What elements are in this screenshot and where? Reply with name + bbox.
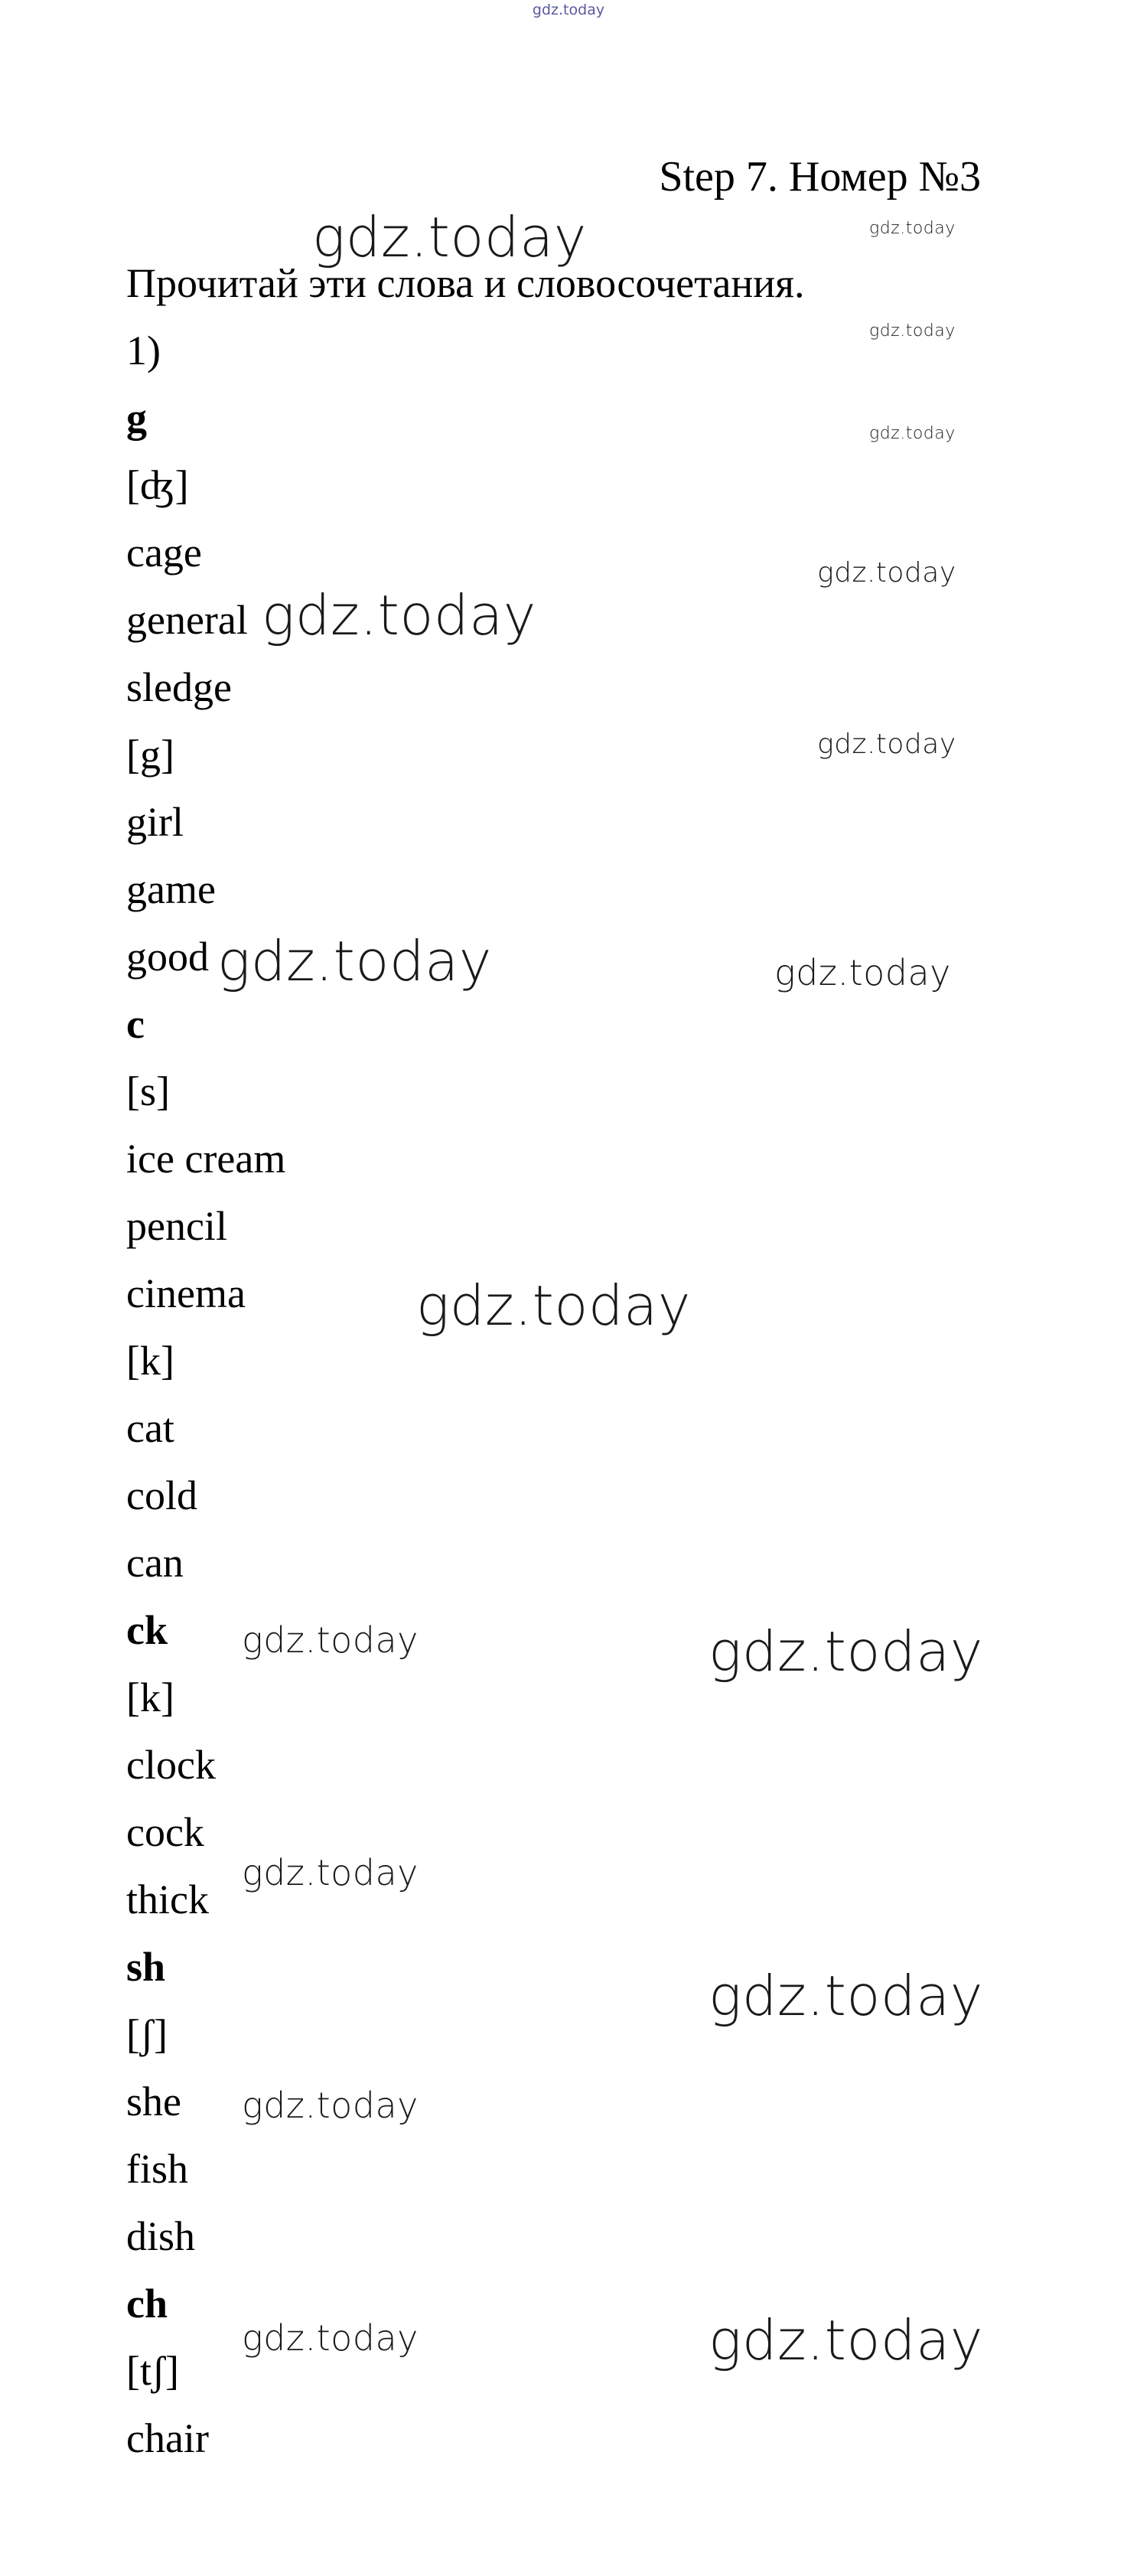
sound-transcription: [g] <box>126 732 174 778</box>
word-item: fish <box>126 2146 188 2192</box>
sound-transcription: [k] <box>126 1338 174 1384</box>
watermark: gdz.today <box>242 2317 419 2359</box>
watermark: gdz.today <box>312 205 587 269</box>
sound-transcription: [s] <box>126 1068 170 1114</box>
header-watermark: gdz.today <box>532 2 605 18</box>
word-item: chair <box>126 2415 209 2461</box>
watermark: gdz.today <box>416 1273 691 1338</box>
sound-transcription: [ʤ] <box>126 462 189 508</box>
page-title: Step 7. Номер №3 <box>659 153 981 201</box>
watermark: gdz.today <box>709 2308 983 2372</box>
word-item: cat <box>126 1405 174 1451</box>
word-item: cock <box>126 1809 204 1855</box>
letter-heading: ch <box>126 2281 168 2327</box>
word-item: thick <box>126 1877 209 1922</box>
instruction-line: Прочитай эти слова и словосочетания. <box>126 260 805 306</box>
word-item: dish <box>126 2213 196 2259</box>
watermark: gdz.today <box>869 219 956 238</box>
sound-transcription: [ʃ] <box>126 2011 168 2057</box>
watermark: gdz.today <box>242 2085 419 2126</box>
word-item: cinema <box>126 1270 246 1316</box>
watermark: gdz.today <box>242 1619 419 1661</box>
letter-heading: sh <box>126 1944 166 1990</box>
watermark: gdz.today <box>817 557 956 589</box>
word-item: cold <box>126 1472 197 1518</box>
word-item: girl <box>126 799 184 845</box>
word-item: clock <box>126 1742 216 1788</box>
word-item: good <box>126 934 209 980</box>
watermark: gdz.today <box>817 729 956 760</box>
sound-transcription: [k] <box>126 1674 174 1720</box>
word-item: ice cream <box>126 1136 286 1182</box>
letter-heading: ck <box>126 1607 168 1653</box>
watermark: gdz.today <box>709 1619 983 1684</box>
exercise-line: 1) <box>126 328 161 373</box>
word-item: general <box>126 597 248 643</box>
sound-transcription: [tʃ] <box>126 2348 179 2394</box>
word-item: pencil <box>126 1203 227 1249</box>
letter-heading: c <box>126 1001 145 1047</box>
watermark: gdz.today <box>217 929 492 993</box>
watermark: gdz.today <box>709 1964 983 2028</box>
word-item: game <box>126 866 216 912</box>
watermark: gdz.today <box>774 952 951 993</box>
watermark: gdz.today <box>869 321 956 341</box>
word-item: cage <box>126 530 202 576</box>
word-item: she <box>126 2079 181 2124</box>
letter-heading: g <box>126 395 147 441</box>
watermark: gdz.today <box>242 1852 419 1893</box>
watermark: gdz.today <box>262 583 536 647</box>
word-item: can <box>126 1540 184 1586</box>
watermark: gdz.today <box>869 424 956 443</box>
word-item: sledge <box>126 664 232 710</box>
